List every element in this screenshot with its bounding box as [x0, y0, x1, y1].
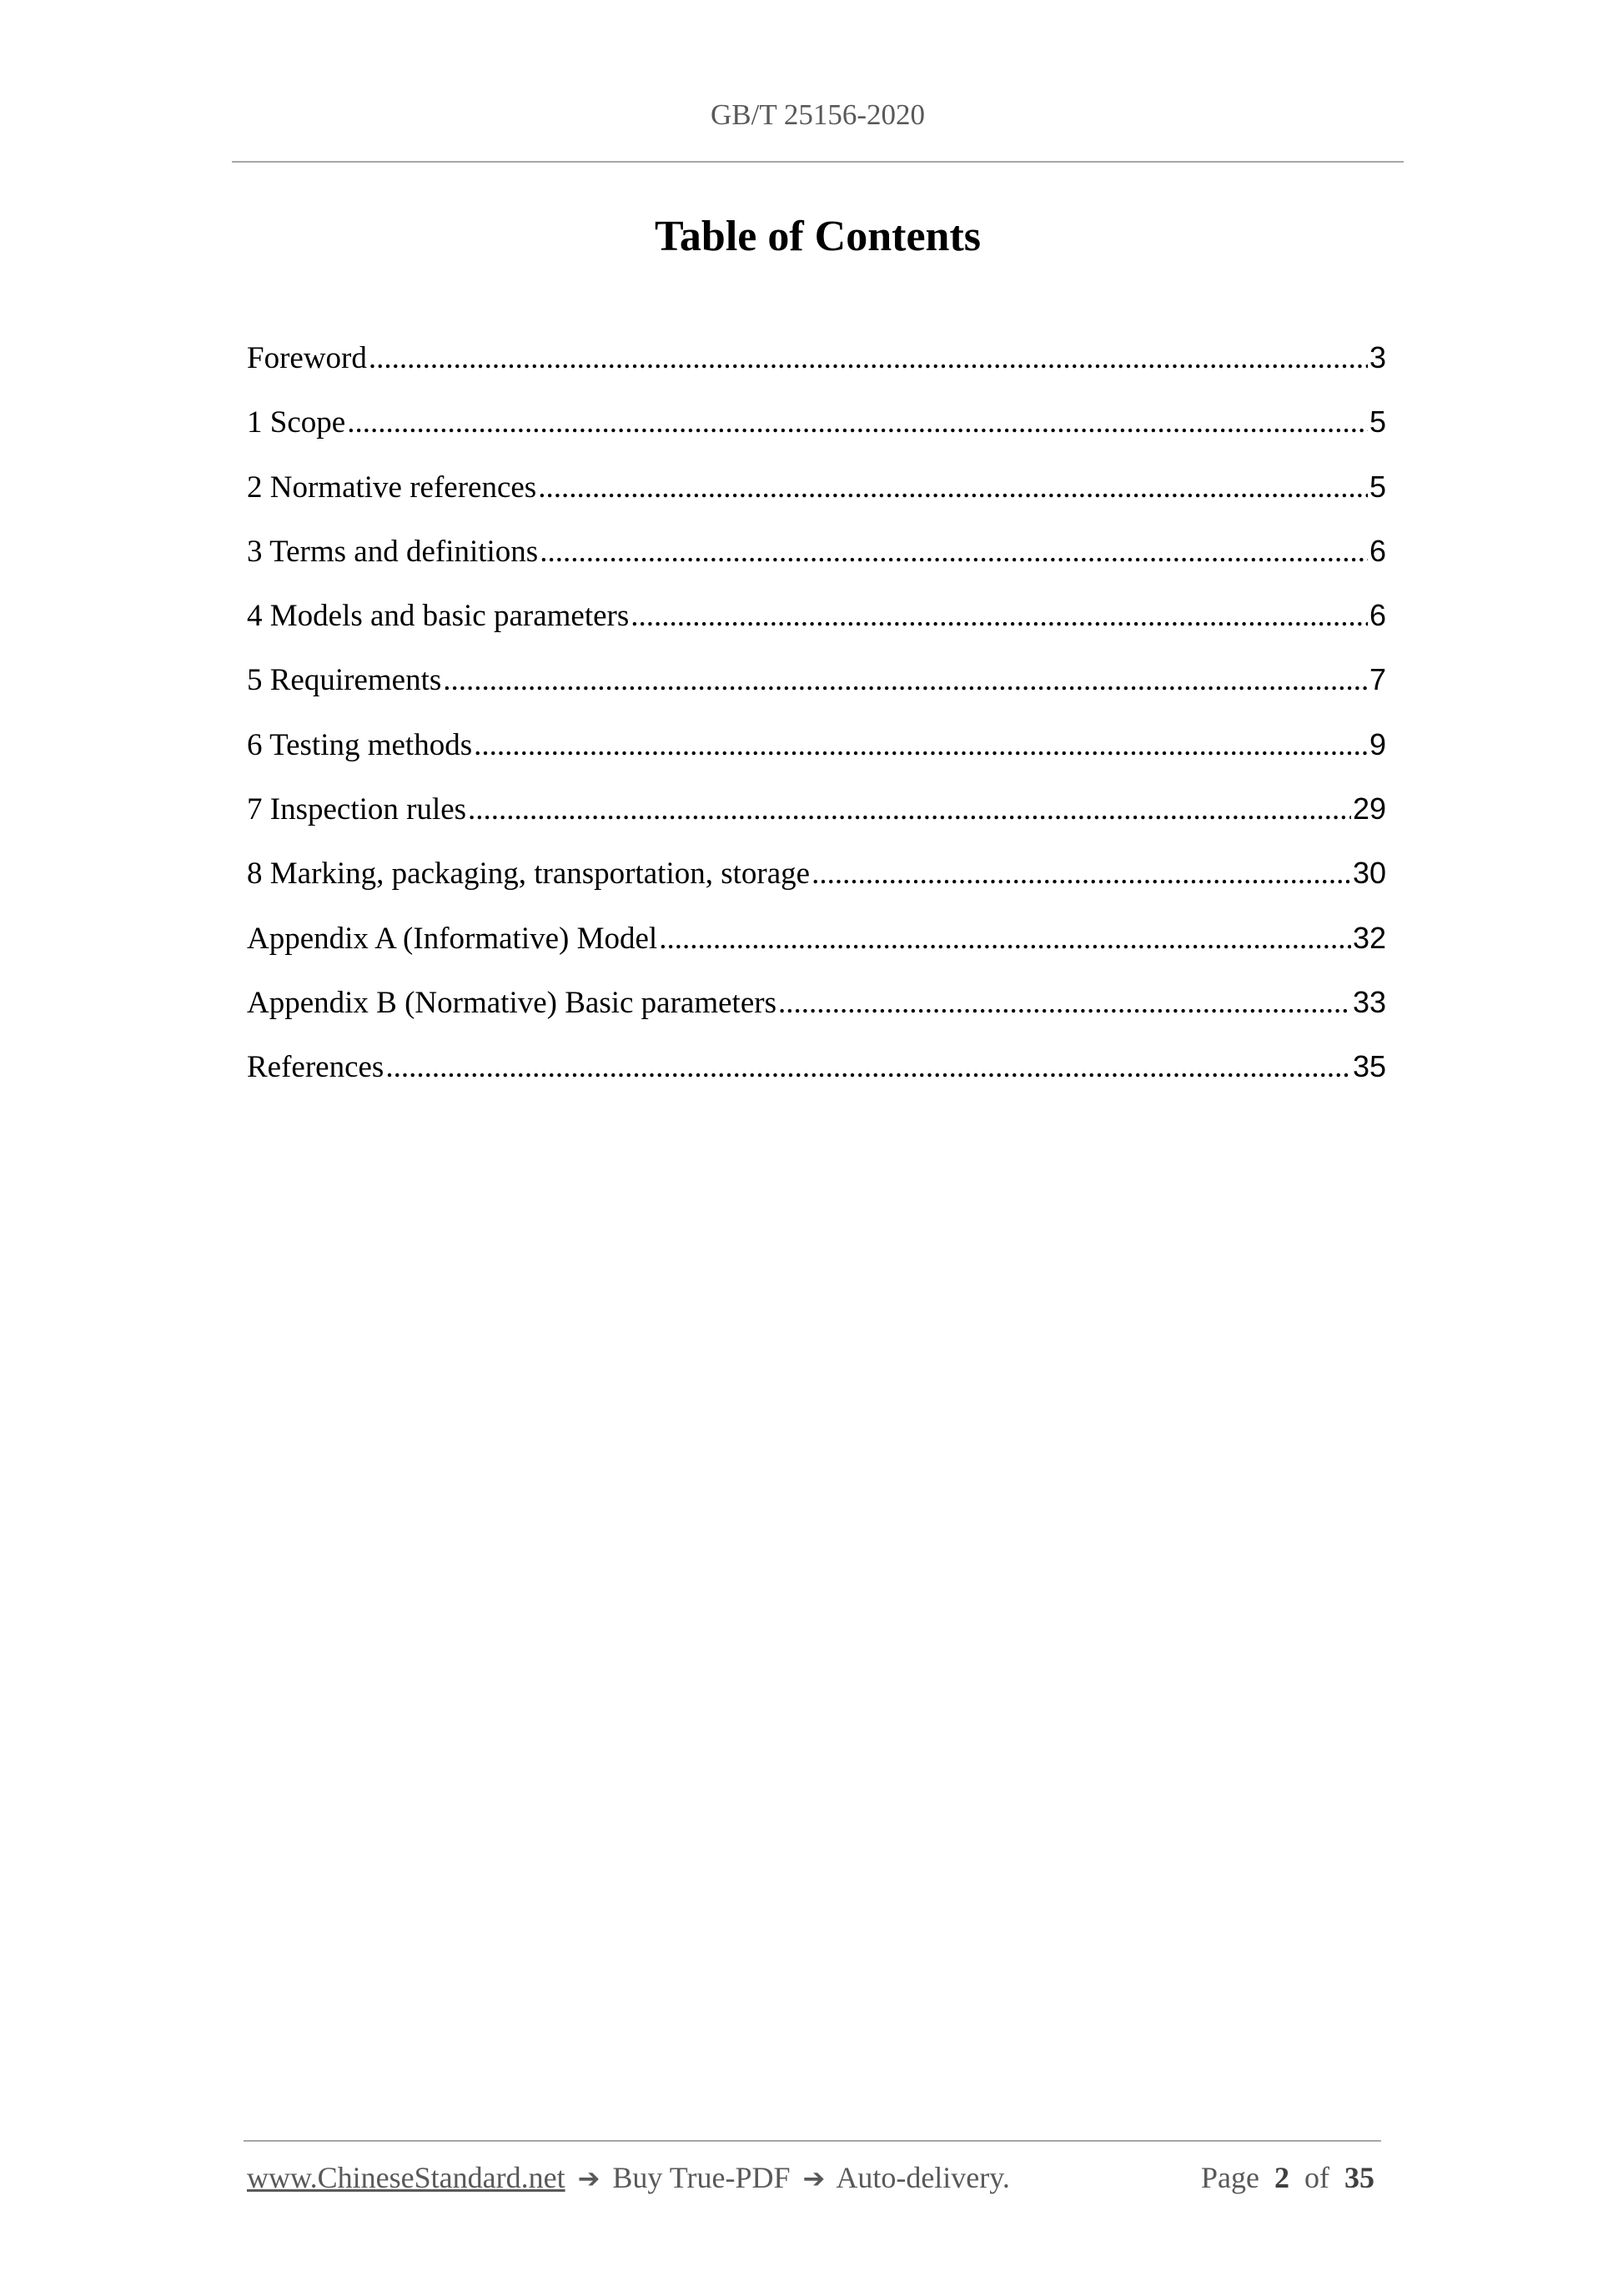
page-total: 35: [1344, 2161, 1374, 2194]
footer-divider: [244, 2140, 1381, 2142]
toc-entry-page: 9: [1369, 726, 1386, 761]
footer-step-buy: Buy True-PDF: [612, 2161, 791, 2194]
toc-entry-label: 2 Normative references: [247, 470, 537, 505]
toc-dot-leader: [468, 785, 1351, 835]
toc-entry-label: Appendix A (Informative) Model: [247, 921, 658, 956]
toc-dot-leader: [778, 978, 1351, 1028]
toc-dot-leader: [812, 849, 1351, 899]
footer-step-delivery: Auto-delivery.: [836, 2161, 1010, 2194]
toc-entry-page: 5: [1369, 404, 1386, 440]
toc-entry-label: References: [247, 1050, 384, 1085]
toc-entry-requirements[interactable]: [247, 655, 1386, 719]
toc-entry-page: 7: [1369, 662, 1386, 697]
toc-dot-leader: [540, 527, 1368, 577]
toc-entry-page: 30: [1352, 856, 1386, 891]
toc-entry-page: 29: [1352, 791, 1386, 826]
toc-entry-label: 6 Testing methods: [247, 727, 473, 762]
page-word: Page: [1201, 2161, 1259, 2194]
toc-entry-appendix-b[interactable]: [247, 977, 1386, 1042]
page-counter: [1201, 2160, 1374, 2195]
toc-entry-inspection-rules[interactable]: [247, 784, 1386, 848]
toc-entry-label: 4 Models and basic parameters: [247, 599, 630, 634]
toc-entry-appendix-a[interactable]: [247, 913, 1386, 977]
toc-entry-page: 3: [1369, 340, 1386, 374]
toc-entry-label: 8 Marking, packaging, transportation, storage: [247, 857, 811, 892]
toc-entry-label: 3 Terms and definitions: [247, 534, 539, 569]
toc-entry-page: 32: [1352, 920, 1386, 955]
toc-entry-references[interactable]: [247, 1042, 1386, 1106]
page-title: Table of Contents: [654, 213, 981, 260]
toc-entry-marking-packaging[interactable]: [247, 848, 1386, 912]
toc-entry-scope[interactable]: [247, 397, 1386, 461]
toc-entry-label: 5 Requirements: [247, 663, 442, 698]
toc-entry-page: 5: [1369, 469, 1386, 504]
right-arrow-icon: ➔: [802, 2163, 826, 2194]
toc-dot-leader: [369, 334, 1368, 384]
toc-entry-page: 35: [1352, 1049, 1386, 1084]
of-word: of: [1304, 2161, 1329, 2194]
page-current: 2: [1274, 2161, 1289, 2194]
page-header-doc-id: GB/T 25156-2020: [711, 98, 925, 131]
right-arrow-icon: ➔: [577, 2163, 600, 2194]
toc-dot-leader: [385, 1042, 1351, 1093]
toc-dot-leader: [347, 398, 1368, 448]
toc-entry-label: 1 Scope: [247, 405, 346, 440]
toc-dot-leader: [631, 591, 1368, 641]
toc-dot-leader: [659, 914, 1351, 964]
toc-dot-leader: [474, 721, 1368, 771]
header-divider: [232, 161, 1404, 163]
toc-entry-page: 33: [1352, 984, 1386, 1019]
footer-website-link[interactable]: www.ChineseStandard.net: [247, 2161, 565, 2194]
toc-dot-leader: [538, 463, 1368, 513]
toc-entry-models-parameters[interactable]: [247, 590, 1386, 655]
toc-entry-page: 6: [1369, 598, 1386, 633]
toc-entry-testing-methods[interactable]: [247, 720, 1386, 784]
toc-list: [247, 333, 1386, 1107]
toc-entry-label: Appendix B (Normative) Basic parameters: [247, 985, 776, 1020]
toc-entry-foreword[interactable]: [247, 333, 1386, 397]
toc-entry-label: Foreword: [247, 341, 367, 375]
toc-entry-label: 7 Inspection rules: [247, 792, 467, 827]
toc-entry-page: 6: [1369, 533, 1386, 568]
footer-promo: [247, 2160, 1010, 2195]
toc-dot-leader: [443, 656, 1368, 706]
toc-entry-normative-references[interactable]: [247, 462, 1386, 526]
toc-entry-terms-definitions[interactable]: [247, 526, 1386, 590]
